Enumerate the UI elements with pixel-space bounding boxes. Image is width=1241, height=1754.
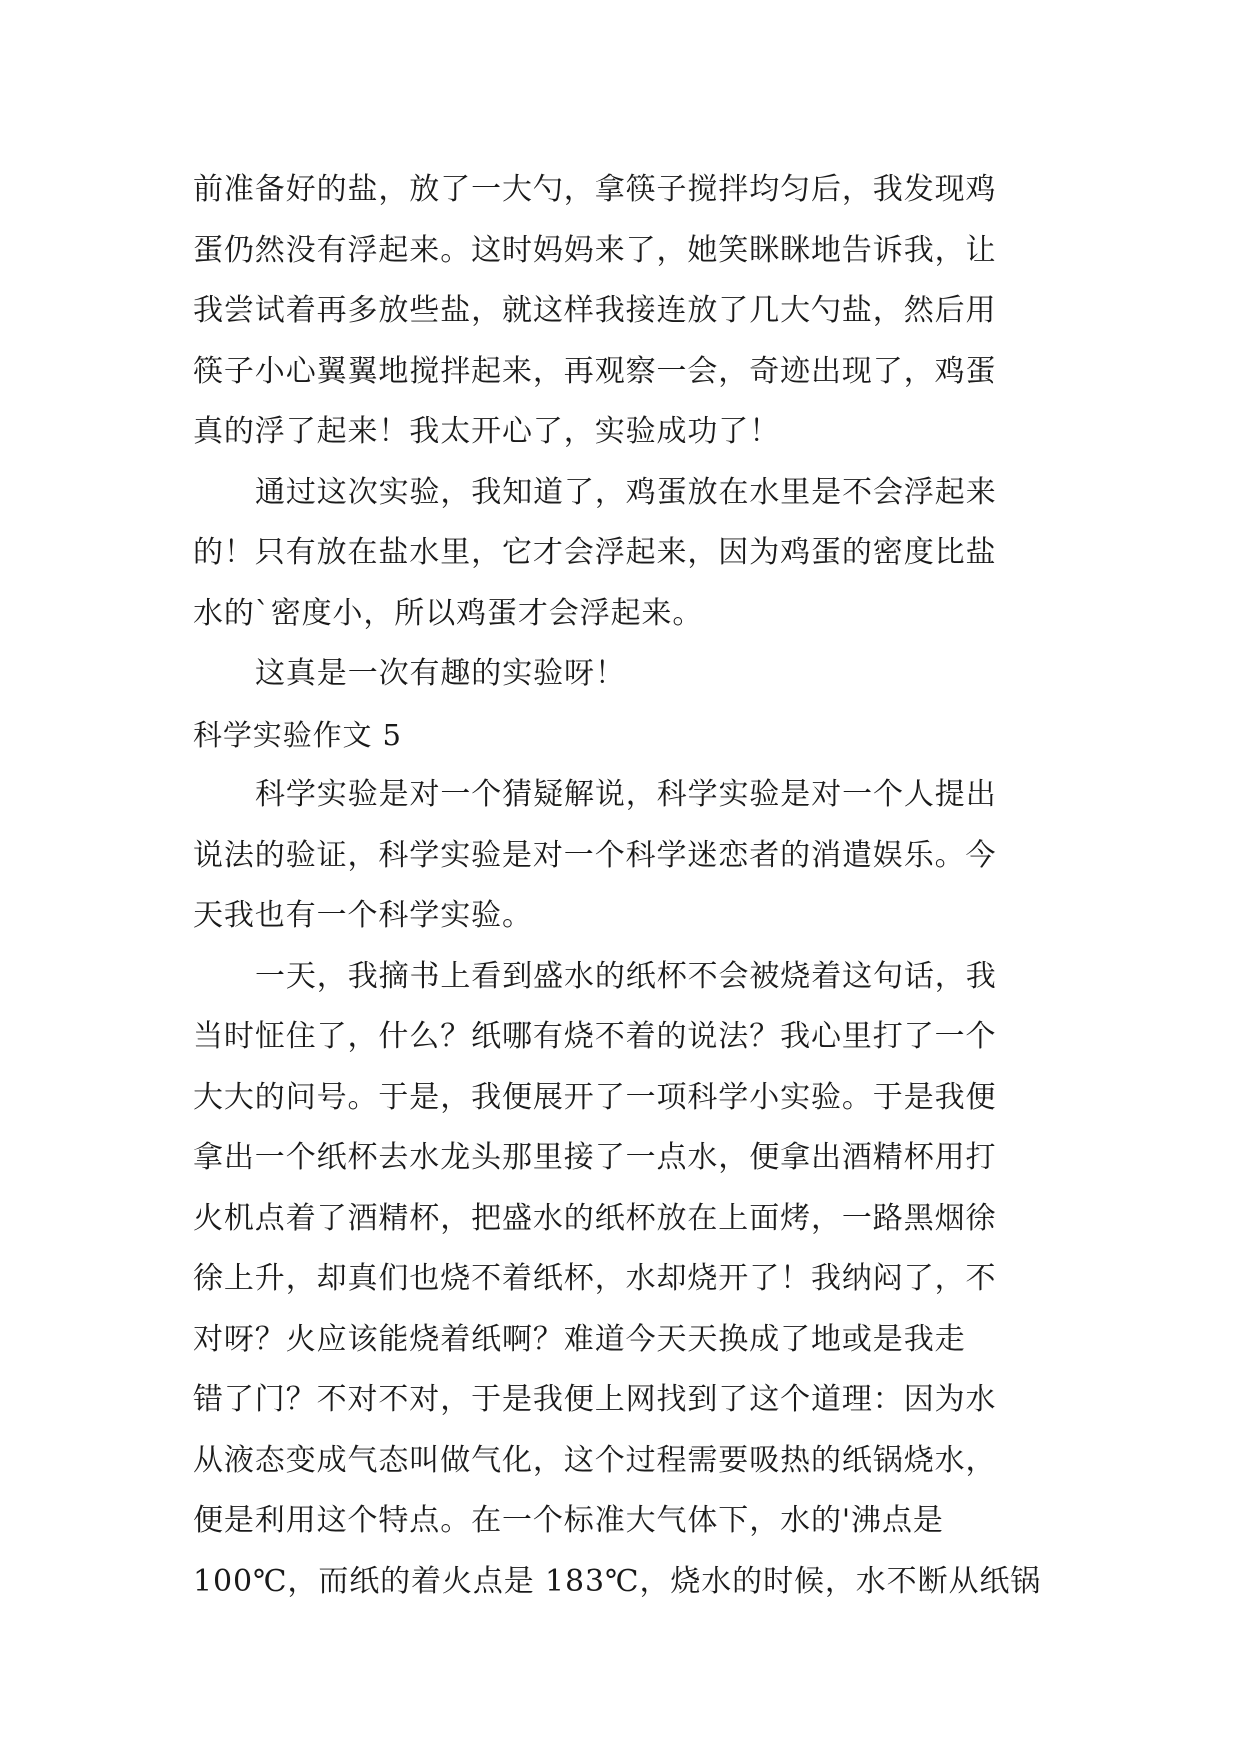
text-line-6: 通过这次实验，我知道了，鸡蛋放在水里是不会浮起来	[255, 474, 997, 510]
text-line-11: 科学实验是对一个猜疑解说，科学实验是对一个人提出	[255, 777, 997, 812]
text-line-14: 一天，我摘书上看到盛水的纸杯不会被烧着这句话，我	[255, 958, 997, 994]
text-line-18: 火机点着了酒精杯，把盛水的纸杯放在上面烤，一路黑烟徐	[193, 1200, 997, 1236]
text-line-7: 的！只有放在盐水里，它才会浮起来，因为鸡蛋的密度比盐	[193, 535, 997, 570]
text-line-20: 对呀？火应该能烧着纸啊？难道今天天换成了地或是我走	[193, 1321, 966, 1357]
text-line-19: 徐上升，却真们也烧不着纸杯，水却烧开了！我纳闷了，不	[193, 1261, 997, 1296]
text-line-12: 说法的验证，科学实验是对一个科学迷恋者的消遣娱乐。今	[193, 837, 997, 873]
text-line-17: 拿出一个纸杯去水龙头那里接了一点水，便拿出酒精杯用打	[193, 1140, 997, 1175]
text-line-15: 当时怔住了，什么？纸哪有烧不着的说法？我心里打了一个	[193, 1019, 997, 1054]
text-line-3: 我尝试着再多放些盐，就这样我接连放了几大勺盐，然后用	[193, 293, 997, 328]
text-line-2: 蛋仍然没有浮起来。这时妈妈来了，她笑眯眯地告诉我，让	[193, 232, 997, 268]
text-line-21: 错了门？不对不对，于是我便上网找到了这个道理：因为水	[193, 1382, 997, 1417]
text-line-9: 这真是一次有趣的实验呀！	[255, 656, 626, 691]
text-line-24: 100℃，而纸的着火点是 183℃，烧水的时候，水不断从纸锅	[193, 1563, 1042, 1599]
text-line-5: 真的浮了起来！我太开心了，实验成功了！	[193, 414, 781, 449]
text-line-4: 筷子小心翼翼地搅拌起来，再观察一会，奇迹出现了，鸡蛋	[193, 353, 997, 389]
text-line-13: 天我也有一个科学实验。	[193, 898, 533, 933]
text-line-16: 大大的问号。于是，我便展开了一项科学小实验。于是我便	[193, 1079, 997, 1115]
text-line-8: 水的`密度小，所以鸡蛋才会浮起来。	[193, 595, 704, 631]
section-heading: 科学实验作文 5	[193, 717, 402, 752]
text-line-1: 前准备好的盐，放了一大勺，拿筷子搅拌均匀后，我发现鸡	[193, 172, 997, 207]
document-body	[193, 160, 1048, 1612]
text-line-23: 便是利用这个特点。在一个标准大气体下，水的'沸点是	[193, 1503, 944, 1538]
text-line-22: 从液态变成气态叫做气化，这个过程需要吸热的纸锅烧水，	[193, 1442, 997, 1478]
